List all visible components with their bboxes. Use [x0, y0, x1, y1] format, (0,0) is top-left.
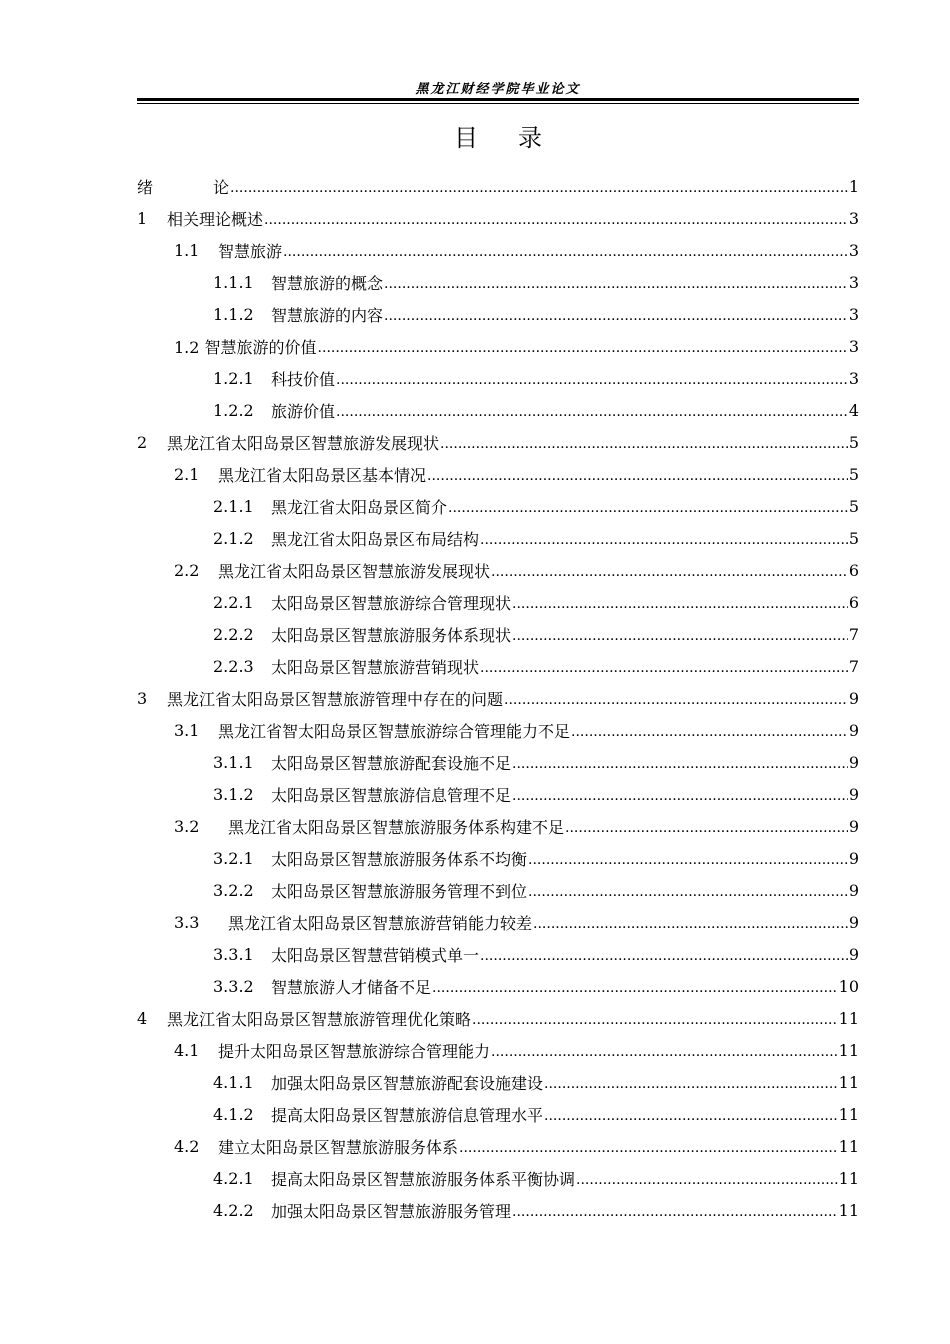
toc-number: 4.2.1 [213, 1168, 254, 1188]
toc-leader [528, 842, 848, 874]
toc-leader [512, 586, 848, 618]
toc-entry[interactable] [137, 970, 859, 1002]
toc-leader [512, 778, 848, 810]
toc-number: 3.3.1 [213, 944, 254, 964]
toc-entry[interactable] [137, 938, 859, 970]
toc-number: 4.2.2 [213, 1200, 254, 1220]
toc-leader [504, 682, 848, 714]
toc-page: 11 [838, 1008, 859, 1028]
toc-number: 1.2.1 [213, 368, 254, 388]
toc-leader [480, 938, 848, 970]
toc-title: 黑龙江省太阳岛景区智慧旅游服务体系构建不足 [228, 817, 565, 837]
toc-leader [544, 1066, 838, 1098]
toc-number: 1.1.1 [213, 272, 254, 292]
toc-entry[interactable] [137, 1162, 859, 1194]
toc-title: 黑龙江省太阳岛景区基本情况 [218, 465, 427, 485]
toc-number: 2.2 [174, 560, 200, 580]
toc-title: 黑龙江省太阳岛景区布局结构 [271, 529, 480, 549]
toc-entry[interactable] [137, 778, 859, 810]
toc-number: 3.2.1 [213, 848, 254, 868]
toc-entry[interactable] [137, 490, 859, 522]
toc-entry[interactable] [137, 1066, 859, 1098]
toc-number: 3.1.1 [213, 752, 254, 772]
toc-leader [480, 650, 848, 682]
toc-number: 2.2.2 [213, 624, 254, 644]
toc-title: 科技价值 [271, 369, 336, 389]
toc-entry[interactable] [137, 426, 859, 458]
toc-page: 9 [848, 688, 859, 708]
toc-number: 1.2.2 [213, 400, 254, 420]
toc-page: 10 [838, 976, 859, 996]
toc-title: 黑龙江省太阳岛景区智慧旅游管理中存在的问题 [167, 689, 504, 709]
toc-number: 4 [137, 1008, 148, 1028]
toc-title: 黑龙江省智太阳岛景区智慧旅游综合管理能力不足 [218, 721, 571, 741]
toc-leader [544, 1098, 838, 1130]
toc-entry[interactable] [137, 842, 859, 874]
toc-number: 1.1 [174, 240, 200, 260]
toc-title: 智慧旅游人才储备不足 [271, 977, 432, 997]
header-rule-thick [137, 98, 859, 101]
toc-number: 绪 [137, 177, 154, 197]
toc-number: 3.3 [174, 912, 200, 932]
toc-page: 7 [848, 656, 859, 676]
toc-page: 11 [838, 1040, 859, 1060]
toc-number: 3.2.2 [213, 880, 254, 900]
toc-entry[interactable] [137, 1098, 859, 1130]
toc-title: 太阳岛景区智慧旅游服务体系现状 [271, 625, 512, 645]
toc-entry[interactable] [137, 650, 859, 682]
toc-entry[interactable] [137, 714, 859, 746]
toc-leader [283, 234, 848, 266]
toc-leader [565, 810, 848, 842]
toc-page: 11 [838, 1200, 859, 1220]
toc-leader [427, 458, 848, 490]
toc-page: 11 [838, 1104, 859, 1124]
toc-leader [512, 1194, 838, 1226]
toc-title: 1.2 智慧旅游的价值 [174, 337, 317, 357]
toc-title: 太阳岛景区智慧营销模式单一 [271, 945, 480, 965]
toc-title: 黑龙江省太阳岛景区智慧旅游管理优化策略 [167, 1009, 472, 1029]
toc-number: 4.1.1 [213, 1072, 254, 1092]
toc-number: 3.1 [174, 720, 200, 740]
toc-title: 建立太阳岛景区智慧旅游服务体系 [218, 1137, 459, 1157]
toc-number: 3 [137, 688, 148, 708]
toc-entry[interactable] [137, 586, 859, 618]
toc-page: 11 [838, 1136, 859, 1156]
toc-page: 11 [838, 1072, 859, 1092]
toc-page: 9 [848, 752, 859, 772]
toc-entry[interactable] [137, 1034, 859, 1066]
toc-page: 3 [848, 336, 859, 356]
toc-leader [512, 746, 848, 778]
toc-number: 2.1.1 [213, 496, 254, 516]
toc-entry[interactable] [137, 874, 859, 906]
toc-leader [440, 426, 848, 458]
toc-leader [384, 266, 848, 298]
toc-page: 3 [848, 240, 859, 260]
toc-entry[interactable] [137, 1002, 859, 1034]
toc-number: 2 [137, 432, 148, 452]
toc-number: 2.2.3 [213, 656, 254, 676]
toc-number: 3.2 [174, 816, 200, 836]
running-header: 黑龙江财经学院毕业论文 [415, 82, 581, 97]
toc-leader [264, 202, 848, 234]
toc-page: 7 [848, 624, 859, 644]
toc-leader [432, 970, 838, 1002]
toc-page: 9 [848, 720, 859, 740]
toc-title: 智慧旅游的内容 [271, 305, 384, 325]
toc-leader [528, 874, 848, 906]
toc-title: 旅游价值 [271, 401, 336, 421]
toc-entry[interactable] [137, 1194, 859, 1226]
header-rule-thin [137, 103, 859, 104]
toc-page: 9 [848, 880, 859, 900]
toc-leader [491, 554, 848, 586]
toc-entry[interactable] [137, 170, 859, 202]
toc-title: 加强太阳岛景区智慧旅游服务管理 [271, 1201, 512, 1221]
toc-title: 黑龙江省太阳岛景区智慧旅游营销能力较差 [228, 913, 533, 933]
toc-leader [459, 1130, 838, 1162]
toc-leader [384, 298, 848, 330]
toc-title: 太阳岛景区智慧旅游营销现状 [271, 657, 480, 677]
toc-page: 5 [848, 432, 859, 452]
toc-title: 太阳岛景区智慧旅游配套设施不足 [271, 753, 512, 773]
toc-page: 3 [848, 368, 859, 388]
toc-entry[interactable] [137, 202, 859, 234]
toc-number: 4.1.2 [213, 1104, 254, 1124]
toc-leader [491, 1034, 838, 1066]
toc-page: 11 [838, 1168, 859, 1188]
toc-page: 6 [848, 592, 859, 612]
toc-title: 相关理论概述 [167, 209, 264, 229]
toc-page: 5 [848, 528, 859, 548]
toc-number: 2.1.2 [213, 528, 254, 548]
toc-leader [336, 362, 848, 394]
toc-entry[interactable] [137, 1130, 859, 1162]
toc-title: 黑龙江省太阳岛景区智慧旅游发展现状 [218, 561, 491, 581]
toc-leader [336, 394, 848, 426]
toc-number: 3.3.2 [213, 976, 254, 996]
toc-page: 5 [848, 464, 859, 484]
page-title: 目录 [454, 124, 582, 152]
toc-page: 3 [848, 304, 859, 324]
toc-number: 2.1 [174, 464, 200, 484]
toc-title: 太阳岛景区智慧旅游服务管理不到位 [271, 881, 528, 901]
toc-leader [230, 170, 848, 202]
toc-title: 智慧旅游的概念 [271, 273, 384, 293]
toc-leader [576, 1162, 838, 1194]
toc-number: 4.2 [174, 1136, 200, 1156]
toc-number: 1.1.2 [213, 304, 254, 324]
toc-page: 9 [848, 784, 859, 804]
toc-page: 6 [848, 560, 859, 580]
toc-leader [512, 618, 848, 650]
toc-leader [571, 714, 848, 746]
toc-entry[interactable] [137, 554, 859, 586]
toc-entry[interactable] [137, 522, 859, 554]
toc-page: 3 [848, 208, 859, 228]
toc-entry[interactable] [137, 298, 859, 330]
toc-page: 4 [848, 400, 859, 420]
toc-title: 提高太阳岛景区智慧旅游信息管理水平 [271, 1105, 544, 1125]
toc-page: 9 [848, 848, 859, 868]
toc-leader [318, 330, 848, 362]
toc-entry[interactable] [137, 746, 859, 778]
toc-page: 9 [848, 912, 859, 932]
toc-entry[interactable] [137, 810, 859, 842]
toc-entry[interactable] [137, 234, 859, 266]
toc-entry[interactable] [137, 682, 859, 714]
toc-leader [472, 1002, 838, 1034]
toc-leader [448, 490, 848, 522]
toc-number: 2.2.1 [213, 592, 254, 612]
toc-page: 5 [848, 496, 859, 516]
toc-entry[interactable] [137, 330, 859, 362]
toc-entry[interactable] [137, 618, 859, 650]
toc-title: 太阳岛景区智慧旅游服务体系不均衡 [271, 849, 528, 869]
toc-entry[interactable] [137, 458, 859, 490]
toc-title: 提升太阳岛景区智慧旅游综合管理能力 [218, 1041, 491, 1061]
toc-page: 1 [848, 176, 859, 196]
toc-title: 黑龙江省太阳岛景区简介 [271, 497, 448, 517]
toc-title: 加强太阳岛景区智慧旅游配套设施建设 [271, 1073, 544, 1093]
toc-page: 3 [848, 272, 859, 292]
toc-leader [480, 522, 848, 554]
toc-number: 3.1.2 [213, 784, 254, 804]
toc-title: 论 [213, 177, 230, 197]
toc-title: 太阳岛景区智慧旅游综合管理现状 [271, 593, 512, 613]
toc-entry[interactable] [137, 394, 859, 426]
toc-entry[interactable] [137, 266, 859, 298]
toc-leader [533, 906, 848, 938]
toc-number: 1 [137, 208, 148, 228]
toc-page: 9 [848, 816, 859, 836]
toc-title: 太阳岛景区智慧旅游信息管理不足 [271, 785, 512, 805]
toc-entry[interactable] [137, 906, 859, 938]
toc-title: 黑龙江省太阳岛景区智慧旅游发展现状 [167, 433, 440, 453]
toc-entry[interactable] [137, 362, 859, 394]
toc-title: 智慧旅游 [218, 241, 283, 261]
toc-number: 4.1 [174, 1040, 200, 1060]
toc-page: 9 [848, 944, 859, 964]
toc-title: 提高太阳岛景区智慧旅游服务体系平衡协调 [271, 1169, 576, 1189]
